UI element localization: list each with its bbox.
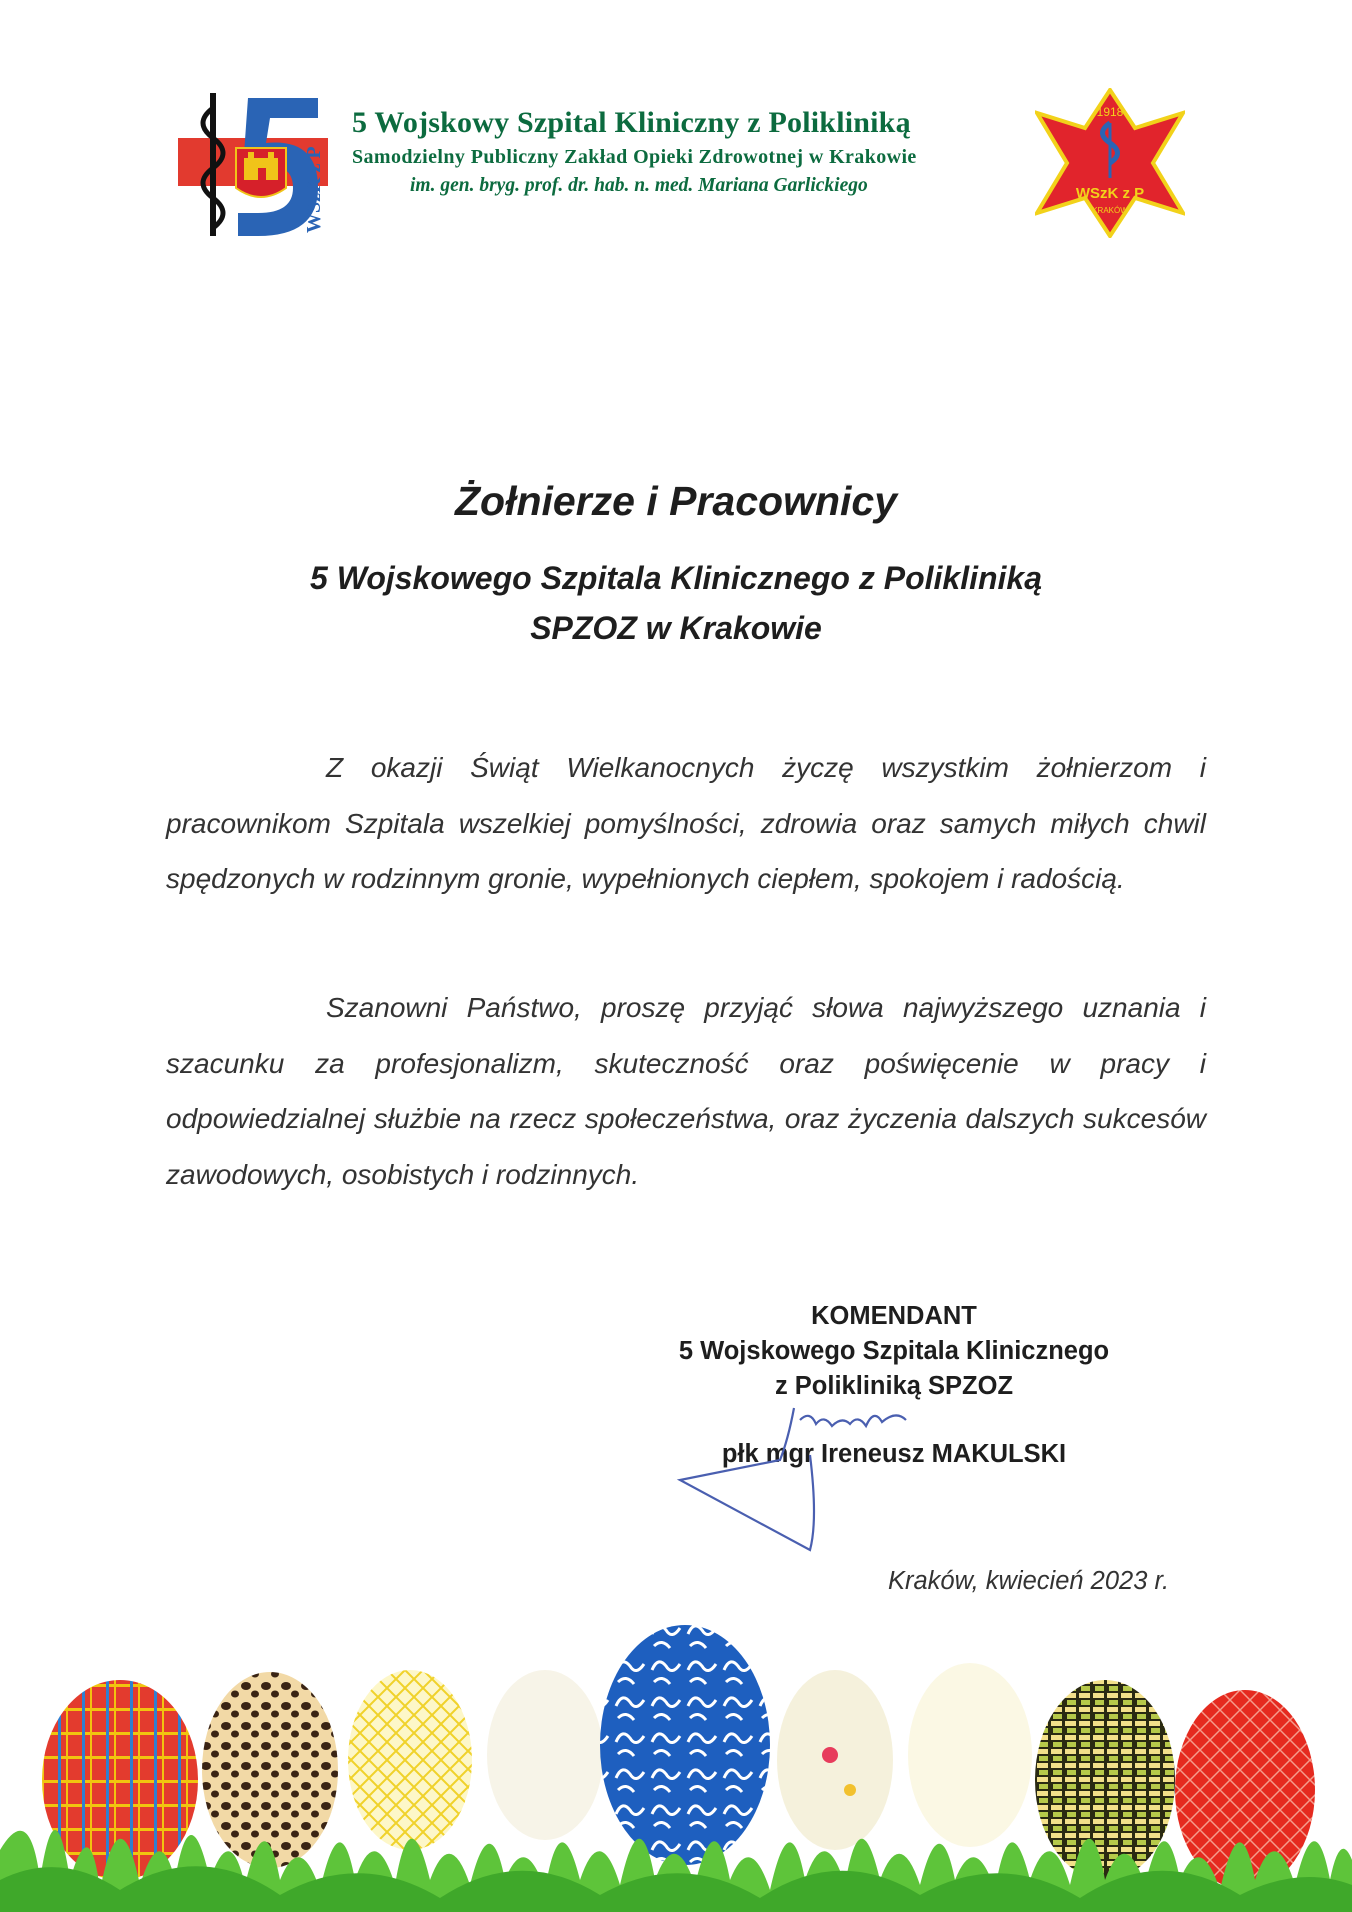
letter-heading: Żołnierze i Pracownicy [454,478,898,524]
easter-eggs-decoration [0,1580,1352,1912]
paragraph-2-text: Szanowni Państwo, proszę przyjąć słowa najwyższego uznania i szacunku za profesjonalizm, skuteczność oraz poświęcenie w pracy i odpowiedzialnej służbie na rzecz społeczeństwa, oraz życzenia dalszych sukcesów zawodowych, osobistych i rodzinnych. [166,992,1206,1190]
white-floral-egg [487,1670,603,1840]
letter-subheading-1: 5 Wojskowego Szpitala Klinicznego z Polikliniką [310,560,1042,596]
mosaic-egg [1035,1680,1175,1880]
letter-paragraph-1 [166,740,1206,907]
leopard-egg [202,1672,338,1868]
letter-date: Kraków, kwiecień 2023 r. [888,1567,1170,1595]
institution-patron: im. gen. bryg. prof. dr. hab. n. med. Mariana Garlickiego [410,175,868,196]
signatory-name: płk mgr Ireneusz MAKULSKI [721,1440,1067,1468]
logo-right-city: KRAKÓW [1092,206,1128,215]
paragraph-1-text: Z okazji Świąt Wielkanocnych życzę wszystkim żołnierzom i pracownikom Szpitala wszelkiej pomyślności, zdrowia oraz samych miłych chwil spędzonych w rodzinnym gronie, wypełnionych ciepłem, spokojem i radością. [166,752,1206,894]
cream-egg [908,1663,1032,1847]
logo-right-text: WSzK z P [1075,185,1145,202]
yellow-egg [348,1670,472,1850]
logo-right-year: 1918 [1096,105,1124,119]
signatory-unit-line-2: z Polikliniką SPZOZ [774,1372,1014,1400]
krakow-coat-of-arms-icon [236,148,286,197]
institution-name: 5 Wojskowy Szpital Kliniczny z Polikliniką [352,106,911,139]
hospital-logo-left [178,88,328,238]
logo-left-text: WSzK z P [303,146,325,233]
institution-subtitle: Samodzielny Publiczny Zakład Opieki Zdrowotnej w Krakowie [352,146,917,168]
letter-subheading-2: SPZOZ w Krakowie [530,610,822,646]
blue-swirl-egg [600,1625,770,1865]
hospital-cross-logo-right [1035,88,1185,238]
signatory-role: KOMENDANT [811,1302,977,1330]
handwritten-signature [660,1400,980,1580]
signatory-unit-line-1: 5 Wojskowego Szpitala Klinicznego [678,1337,1110,1365]
letter-paragraph-2 [166,980,1206,1202]
